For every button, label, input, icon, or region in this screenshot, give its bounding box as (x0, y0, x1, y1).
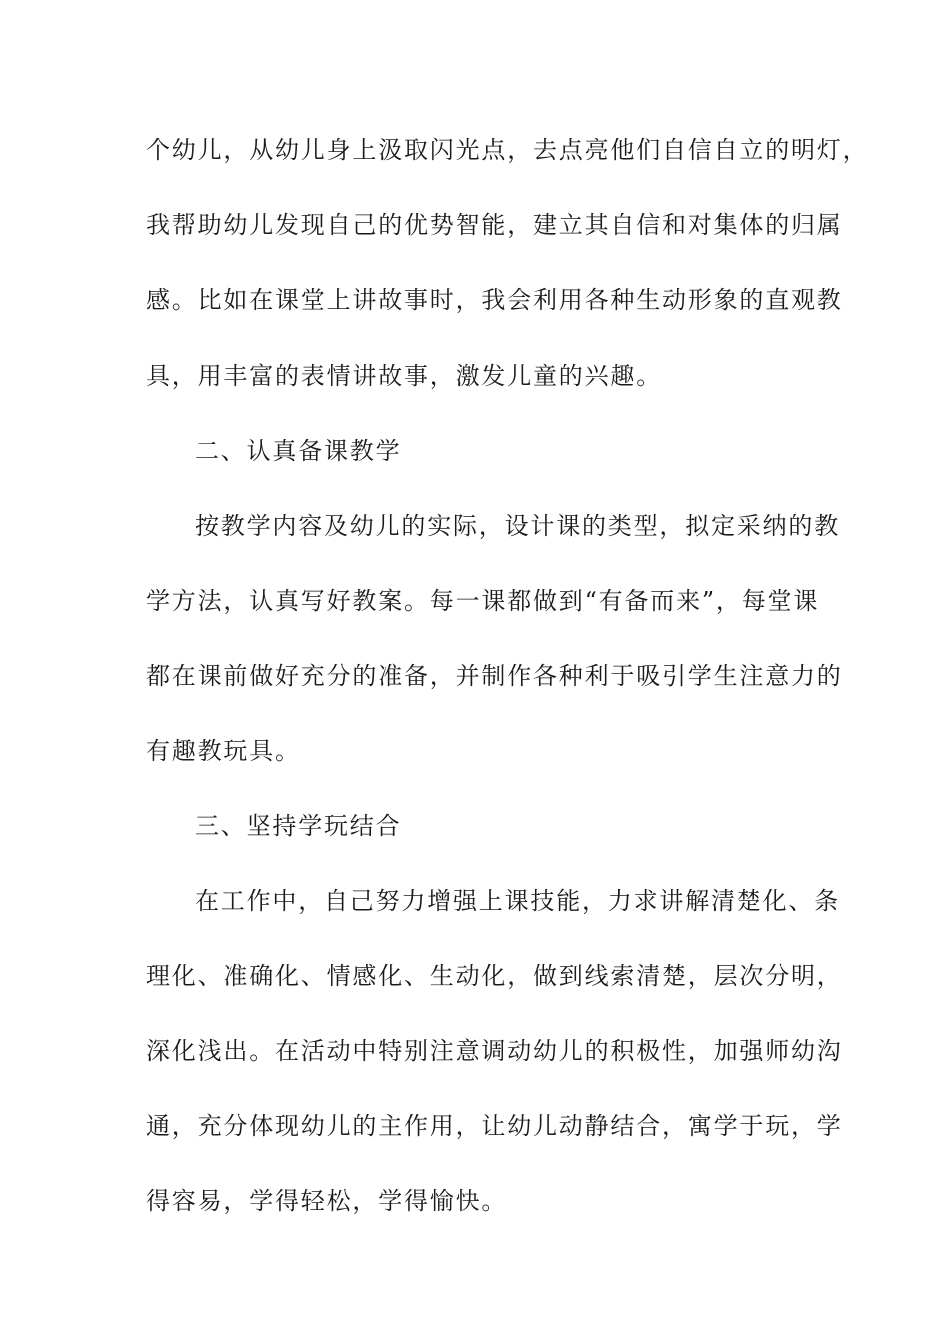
paragraph-line: 通，充分体现幼儿的主作用，让幼儿动静结合，寓学于玩，学 (146, 1112, 843, 1140)
section-heading: 三、坚持学玩结合 (195, 812, 402, 840)
paragraph-line: 我帮助幼儿发现自己的优势智能，建立其自信和对集体的归属 (146, 211, 843, 239)
section-heading: 二、认真备课教学 (195, 437, 402, 465)
paragraph-line: 深化浅出。在活动中特别注意调动幼儿的积极性，加强师幼沟 (146, 1037, 843, 1065)
paragraph-line: 在工作中，自己努力增强上课技能，力求讲解清楚化、条 (195, 887, 840, 915)
paragraph-line: 感。比如在课堂上讲故事时，我会利用各种生动形象的直观教 (146, 286, 843, 314)
paragraph-line: 得容易，学得轻松，学得愉快。 (146, 1187, 508, 1215)
paragraph-line: 学方法，认真写好教案。每一课都做到“有备而来”，每堂课 (146, 587, 820, 615)
paragraph-line: 有趣教玩具。 (146, 737, 301, 765)
paragraph-line: 都在课前做好充分的准备，并制作各种利于吸引学生注意力的 (146, 662, 843, 690)
paragraph-line: 按教学内容及幼儿的实际，设计课的类型，拟定采纳的教 (195, 512, 840, 540)
paragraph-line: 个幼儿，从幼儿身上汲取闪光点，去点亮他们自信自立的明灯， (146, 136, 869, 164)
paragraph-line: 具，用丰富的表情讲故事，激发儿童的兴趣。 (146, 362, 662, 390)
paragraph-line: 理化、准确化、情感化、生动化，做到线索清楚，层次分明， (146, 962, 843, 990)
